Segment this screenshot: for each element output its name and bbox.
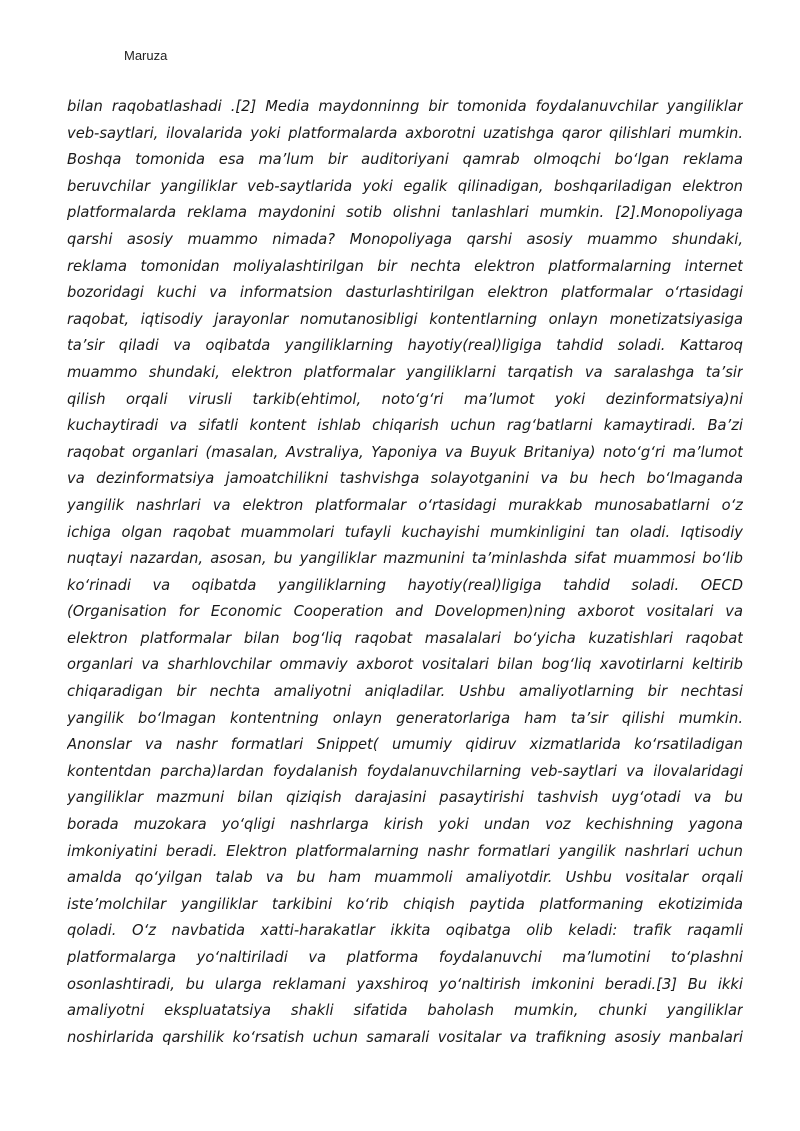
text-line: bilan raqobatlashadi .[2] Media maydonninng bir tomonida foydalanuvchilar yangiliklar — [67, 98, 743, 115]
text-line: Boshqa tomonida esa ma’lum bir auditoriyani qamrab olmoqchi bo‘lgan reklama — [67, 151, 743, 169]
text-line: qoladi. O‘z navbatida xatti-harakatlar ikkita oqibatga olib keladi: trafik raqamli — [67, 922, 743, 940]
text-line: va dezinformatsiya jamoatchilikni tashvishga solayotganini va bu hech bo‘lmaganda — [67, 470, 743, 488]
page-header: Maruza — [124, 48, 168, 63]
text-line: raqobat organlari (masalan, Avstraliya, Yaponiya va Buyuk Britaniya) noto‘g‘ri ma’lumot — [67, 443, 743, 461]
text-line: chiqaradigan bir nechta amaliyotni aniqladilar. Ushbu amaliyotlarning bir nechtasi — [67, 683, 743, 701]
text-line: platformalarga yo‘naltiriladi va platforma foydalanuvchi ma’lumotini to‘plashni — [67, 949, 743, 966]
text-line: ta’sir qiladi va oqibatda yangiliklarning hayotiy(real)ligiga tahdid soladi. Kattaroq — [67, 337, 743, 355]
text-line: yangilik nashrlari va elektron platformalar o‘rtasidagi murakkab munosabatlarni o‘z — [67, 496, 743, 514]
text-line: imkoniyatini beradi. Elektron platformalarning nashr formatlari yangilik nashrlari uchun — [67, 842, 743, 860]
text-line: raqobat, iqtisodiy jarayonlar nomutanosibligi kontentlarning onlayn monetizatsiyasiga — [67, 310, 743, 328]
body-paragraph — [67, 94, 743, 1051]
text-line: organlari va sharhlovchilar ommaviy axborot vositalari bilan bog‘liq xavotirlarni keltirib — [67, 656, 743, 674]
text-line: amaliyotni ekspluatatsiya shakli sifatida baholash mumkin, chunki yangiliklar — [67, 1002, 743, 1020]
text-line: qilish orqali virusli tarkib(ehtimol, noto‘g‘ri ma’lumot yoki dezinformatsiya)ni — [67, 390, 743, 408]
text-line: ko‘rinadi va oqibatda yangiliklarning hayotiy(real)ligiga tahdid soladi. OECD — [67, 576, 743, 594]
text-line: kontentdan parcha)lardan foydalanish foydalanuvchilarning veb-saytlari va ilovalaridagi — [67, 762, 743, 780]
text-line: elektron platformalar bilan bog‘liq raqobat masalalari bo‘yicha kuzatishlari raqobat — [67, 629, 743, 647]
text-line: muammo shundaki, elektron platformalar yangiliklarni tarqatish va saralashga ta’sir — [67, 363, 743, 381]
text-line: veb-saytlari, ilovalarida yoki platformalarda axborotni uzatishga qaror qilishlari mumkin. — [67, 124, 743, 142]
text-line: amalda qo‘yilgan talab va bu ham muammoli amaliyotdir. Ushbu vositalar orqali — [67, 869, 743, 887]
text-line: bozoridagi kuchi va informatsion dasturlashtirilgan elektron platformalar o‘rtasidagi — [67, 284, 743, 302]
text-line: borada muzokara yo‘qligi nashrlarga kirish yoki undan voz kechishning yagona — [67, 816, 743, 834]
text-line: yangiliklar mazmuni bilan qiziqish darajasini pasaytirishi tashvish uyg‘otadi va bu — [67, 789, 743, 807]
text-line: iste’molchilar yangiliklar tarkibini ko‘rib chiqish paytida platformaning ekotizimida — [67, 895, 743, 913]
text-line: osonlashtiradi, bu ularga reklamani yaxshiroq yo‘naltirish imkonini beradi.[3] Bu ikki — [67, 975, 743, 993]
text-line: yangilik bo‘lmagan kontentning onlayn generatorlariga ham ta’sir qilishi mumkin. — [67, 709, 743, 727]
text-line: reklama tomonidan moliyalashtirilgan bir nechta elektron platformalarning internet — [67, 257, 743, 275]
text-line: nuqtayi nazardan, asosan, bu yangiliklar mazmunini ta’minlashda sifat muammosi bo‘lib — [67, 550, 743, 568]
text-line: beruvchilar yangiliklar veb-saytlarida yoki egalik qilinadigan, boshqariladigan elektron — [67, 177, 743, 195]
text-line: kuchaytiradi va sifatli kontent ishlab chiqarish uchun rag‘batlarni kamaytiradi. Ba’zi — [67, 417, 743, 435]
text-line: platformalarda reklama maydonini sotib olishni tanlashlari mumkin. [2].Monopoliyaga — [67, 204, 743, 222]
text-line: (Organisation for Economic Cooperation and Dovelopmen)ning axborot vositalari va — [67, 603, 743, 621]
text-line: qarshi asosiy muammo nimada? Monopoliyaga qarshi asosiy muammo shundaki, — [67, 230, 743, 248]
text-line: Anonslar va nashr formatlari Snippet( umumiy qidiruv xizmatlarida ko‘rsatiladigan — [67, 736, 743, 754]
text-line: ichiga olgan raqobat muammolari tufayli kuchayishi mumkinligini tan oladi. Iqtisodiy — [67, 523, 743, 541]
text-line: noshirlarida qarshilik ko‘rsatish uchun samarali vositalar va trafikning asosiy manbalari — [67, 1028, 743, 1046]
